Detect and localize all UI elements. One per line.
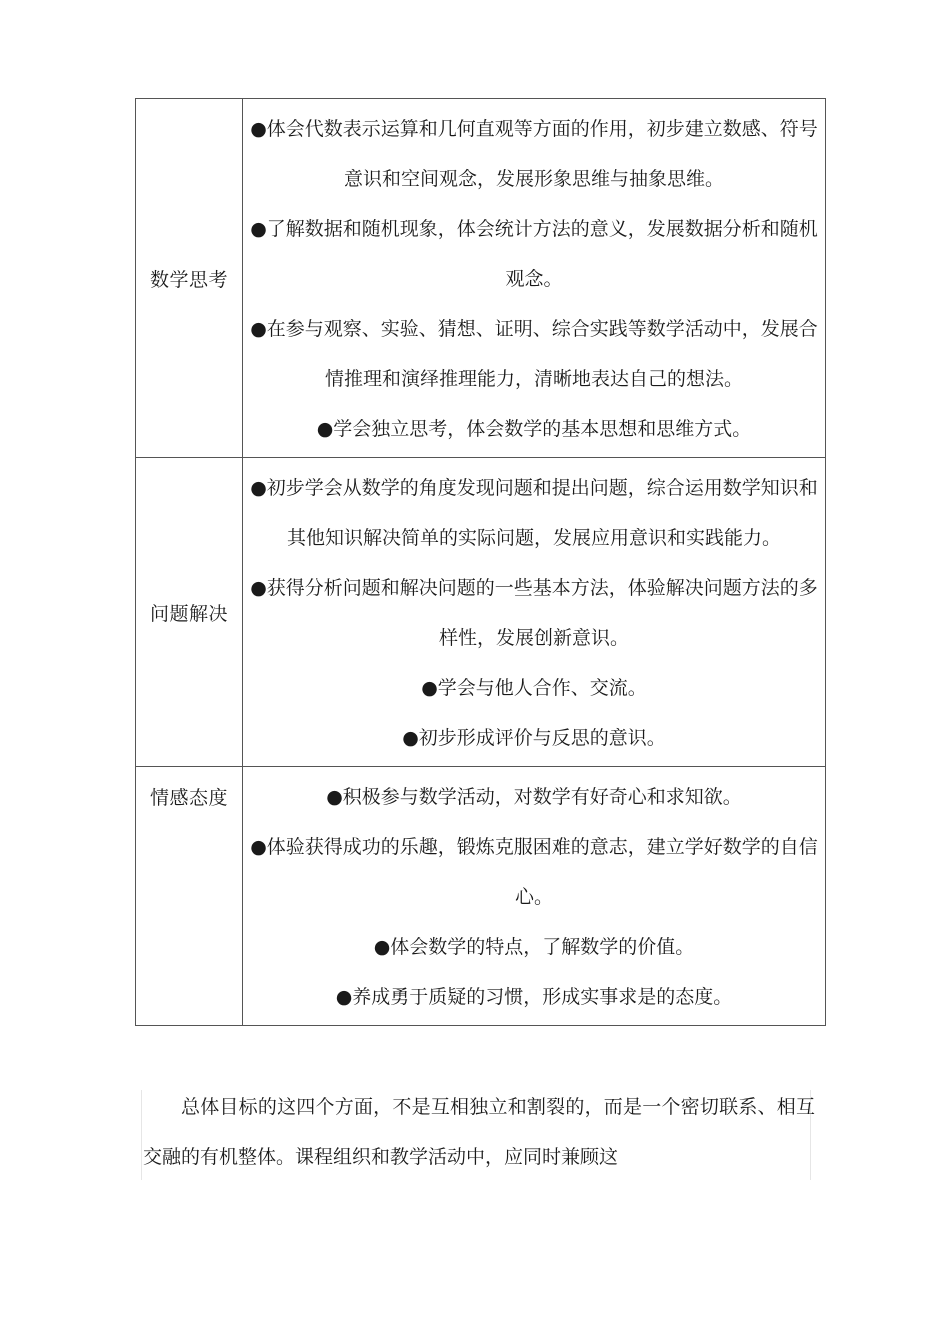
list-item: ●体会代数表示运算和几何直观等方面的作用，初步建立数感、符号意识和空间观念，发展形象思维与抽象思维。: [250, 118, 818, 190]
list-item: ●学会独立思考，体会数学的基本思想和思维方式。: [316, 418, 752, 440]
row-label-problem-solving: 问题解决: [136, 458, 243, 767]
body-paragraph: 总体目标的这四个方面，不是互相独立和割裂的，而是一个密切联系、相互交融的有机整体。课程组织和教学活动中，应同时兼顾这: [143, 1096, 815, 1168]
row-content-math-thinking: [243, 99, 826, 458]
list-item: ●初步形成评价与反思的意识。: [402, 727, 666, 749]
list-item: ●积极参与数学活动，对数学有好奇心和求知欲。: [326, 786, 742, 808]
row-label-emotion-attitude: 情感态度: [136, 767, 243, 1026]
row-label-math-thinking: 数学思考: [136, 99, 243, 458]
table-row: [136, 767, 826, 1026]
table-row: [136, 458, 826, 767]
list-item: ●了解数据和随机现象，体会统计方法的意义，发展数据分析和随机观念。: [250, 218, 818, 290]
list-item: ●体验获得成功的乐趣，锻炼克服困难的意志，建立学好数学的自信心。: [250, 836, 818, 908]
list-item: ●在参与观察、实验、猜想、证明、综合实践等数学活动中，发展合情推理和演绎推理能力，清晰地表达自己的想法。: [250, 318, 818, 390]
list-item: ●养成勇于质疑的习惯，形成实事求是的态度。: [335, 986, 733, 1008]
goals-table: [135, 98, 826, 1026]
list-item: ●获得分析问题和解决问题的一些基本方法，体验解决问题方法的多样性，发展创新意识。: [250, 577, 818, 649]
list-item: ●初步学会从数学的角度发现问题和提出问题，综合运用数学知识和其他知识解决简单的实际问题，发展应用意识和实践能力。: [250, 477, 818, 549]
row-content-problem-solving: [243, 458, 826, 767]
table-row: [136, 99, 826, 458]
list-item: ●体会数学的特点，了解数学的价值。: [373, 936, 695, 958]
row-content-emotion-attitude: [243, 767, 826, 1026]
list-item: ●学会与他人合作、交流。: [421, 677, 647, 699]
